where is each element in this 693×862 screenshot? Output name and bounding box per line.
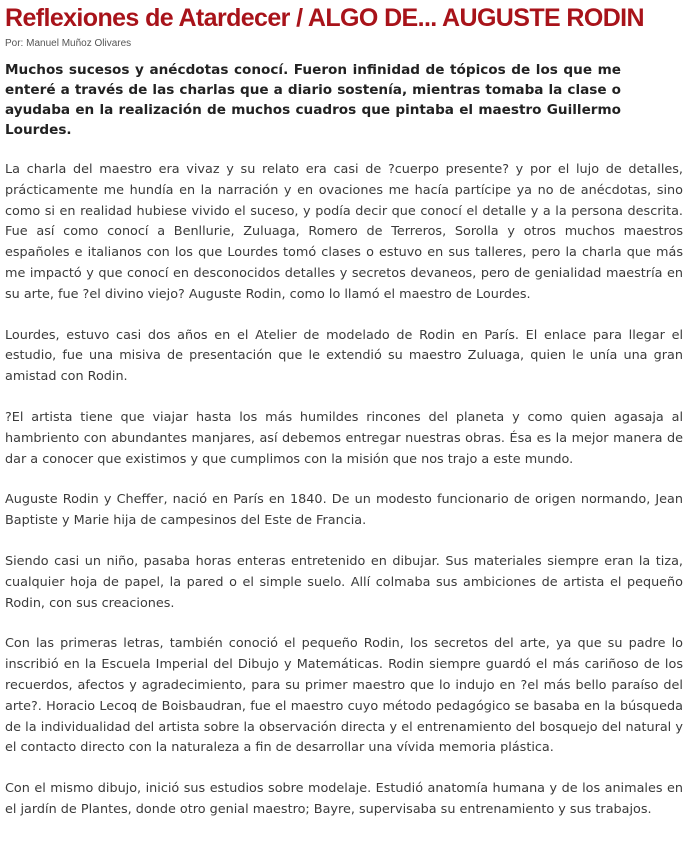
- body-paragraph: Siendo casi un niño, pasaba horas enteras entretenido en dibujar. Sus materiales siempre eran la tiza, cualquier hoja de papel, la pared o el simple suelo. Allí colmaba sus ambiciones de artista el pequeño Rodin, con sus creaciones.: [5, 553, 683, 611]
- article: [5, 4, 683, 841]
- article-title: Reflexiones de Atardecer / ALGO DE... AUGUSTE RODIN: [5, 4, 644, 32]
- body-paragraph: La charla del maestro era vivaz y su relato era casi de ?cuerpo presente? y por el lujo de detalles, prácticamente me hundía en la narración y en ovaciones me hacía partícipe ya no de anécdotas, sino como si en realidad hubiese vivido el suceso, y podía decir que conocí el detalle y a la persona descrita. Fue así como conocí a Benllurie, Zuluaga, Romero de Terreros, Sorolla y otros muchos maestros españoles e italianos con los que Lourdes tomó clases o estuvo en sus talleres, pero la charla que más me impactó y que conocí en desconocidos detalles y secretos devaneos, pero de genialidad maestría en su arte, fue ?el divino viejo? Auguste Rodin, como lo llamó el maestro de Lourdes.: [5, 162, 683, 302]
- body-paragraph: Lourdes, estuvo casi dos años en el Atelier de modelado de Rodin en París. El enlace para llegar el estudio, fue una misiva de presentación que le extendió su maestro Zuluaga, quien le unía una gran amistad con Rodin.: [5, 327, 683, 385]
- body-paragraph: Con el mismo dibujo, inició sus estudios sobre modelaje. Estudió anatomía humana y de los animales en el jardín de Plantes, donde otro genial maestro; Bayre, supervisaba su entrenamiento y sus trabajos.: [5, 781, 683, 817]
- article-body: [5, 160, 683, 821]
- body-paragraph: ?El artista tiene que viajar hasta los más humildes rincones del planeta y como quien agasaja al hambriento con abundantes manjares, así debemos entregar nuestras obras. Ésa es la mejor manera de dar a conocer que existimos y que cumplimos con la misión que nos trajo a este mundo.: [5, 409, 683, 467]
- article-lead: Muchos sucesos y anécdotas conocí. Fueron infinidad de tópicos de los que me enteré a través de las charlas que a diario sostenía, mientras tomaba la clase o ayudaba en la realización de muchos cuadros que pintaba el maestro Guillermo Lourdes.: [5, 62, 621, 138]
- article-byline: Por: Manuel Muñoz Olivares: [5, 38, 132, 49]
- body-paragraph: Con las primeras letras, también conoció el pequeño Rodin, los secretos del arte, ya que su padre lo inscribió en la Escuela Imperial del Dibujo y Matemáticas. Rodin siempre guardó el más cariñoso de los recuerdos, afectos y agradecimiento, para su primer maestro que lo indujo en ?el más bello paraíso del arte?. Horacio Lecoq de Boisbaudran, fue el maestro cuyo método pedagógico se basaba en la búsqueda de la individualidad del artista sobre la observación directa y el entrenamiento del bosquejo del natural y el contacto directo con la naturaleza a fin de desarrollar una vívida memoria plástica.: [5, 636, 683, 756]
- body-paragraph: Auguste Rodin y Cheffer, nació en París en 1840. De un modesto funcionario de origen normando, Jean Baptiste y Marie hija de campesinos del Este de Francia.: [5, 492, 683, 529]
